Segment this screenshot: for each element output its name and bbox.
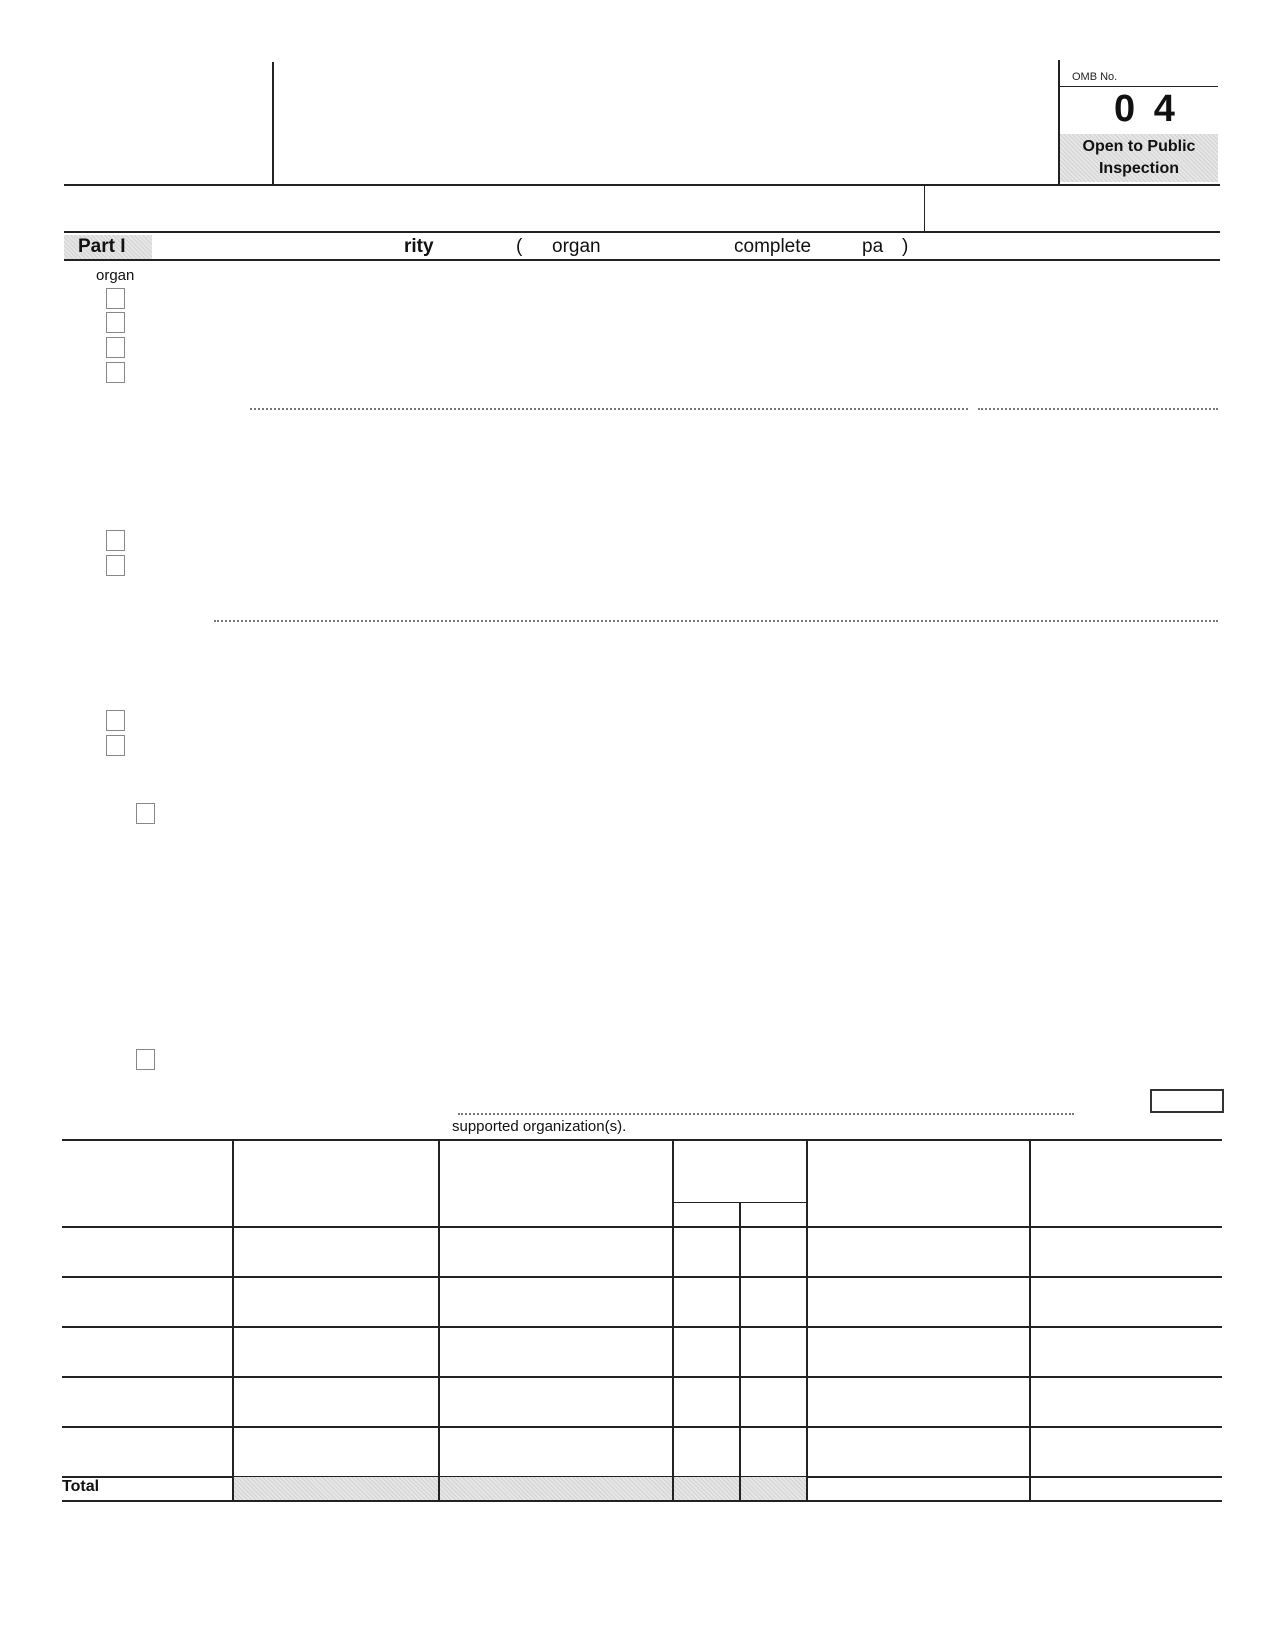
checkbox-line-8[interactable] bbox=[106, 555, 125, 576]
omb-underline bbox=[1058, 86, 1218, 87]
part-i-title-fragment-4: complete bbox=[734, 236, 812, 257]
omb-number: 0 4 bbox=[1114, 88, 1179, 130]
table-col-line bbox=[806, 1139, 808, 1500]
checkbox-line-12a[interactable] bbox=[136, 803, 155, 824]
table-col-line bbox=[739, 1202, 741, 1500]
table-top-rule bbox=[62, 1139, 1222, 1141]
checkbox-line-1[interactable] bbox=[106, 288, 125, 309]
name-row-bottom-rule bbox=[64, 231, 1220, 233]
total-shaded-cells bbox=[234, 1477, 807, 1500]
table-col-line bbox=[232, 1139, 234, 1500]
table-row-rule bbox=[62, 1376, 1222, 1378]
table-col-line bbox=[1029, 1139, 1031, 1500]
checkbox-line-2[interactable] bbox=[106, 312, 125, 333]
part-i-title-fragment-3: organ bbox=[552, 236, 601, 257]
supported-organizations-label: supported organization(s). bbox=[452, 1118, 627, 1135]
entry-dots-line-4a bbox=[250, 408, 968, 410]
part-i-heading-rule bbox=[64, 259, 1220, 261]
table-cell[interactable] bbox=[808, 1228, 1027, 1275]
header-bottom-rule bbox=[64, 184, 1220, 186]
table-row-rule bbox=[62, 1276, 1222, 1278]
part-i-title-fragment-6: ) bbox=[902, 236, 909, 257]
table-cell[interactable] bbox=[234, 1228, 436, 1275]
part-i-title-fragment-5: pa bbox=[862, 236, 884, 257]
part-i-title-fragment-2: ( bbox=[516, 236, 523, 257]
part-i-title-fragment-1: rity bbox=[404, 236, 434, 257]
supported-count-input[interactable] bbox=[1150, 1089, 1224, 1113]
part-i-label: Part I bbox=[64, 235, 152, 259]
table-bottom-rule bbox=[62, 1500, 1222, 1502]
checkbox-line-7[interactable] bbox=[106, 530, 125, 551]
checkbox-line-12[interactable] bbox=[106, 735, 125, 756]
name-ein-divider bbox=[924, 184, 925, 232]
open-to-public-inspection-label: Open to Public Inspection bbox=[1060, 134, 1218, 182]
checkbox-line-3[interactable] bbox=[106, 337, 125, 358]
table-cell[interactable] bbox=[1031, 1228, 1220, 1275]
entry-dots-line-4b bbox=[978, 408, 1218, 410]
table-col-line bbox=[438, 1139, 440, 1500]
table-row-rule bbox=[62, 1326, 1222, 1328]
table-total-label: Total bbox=[62, 1478, 100, 1495]
checkbox-line-12d[interactable] bbox=[136, 1049, 155, 1070]
checkbox-line-4[interactable] bbox=[106, 362, 125, 383]
header-divider-left bbox=[272, 62, 274, 186]
entry-dots-supported-count bbox=[458, 1113, 1074, 1115]
table-col-line bbox=[672, 1139, 674, 1500]
entry-dots-line-9 bbox=[214, 620, 1218, 622]
checkbox-line-11[interactable] bbox=[106, 710, 125, 731]
part-i-intro-text: organ bbox=[96, 267, 135, 284]
table-cell[interactable] bbox=[440, 1228, 670, 1275]
table-row-rule bbox=[62, 1426, 1222, 1428]
omb-label: OMB No. bbox=[1072, 71, 1118, 83]
